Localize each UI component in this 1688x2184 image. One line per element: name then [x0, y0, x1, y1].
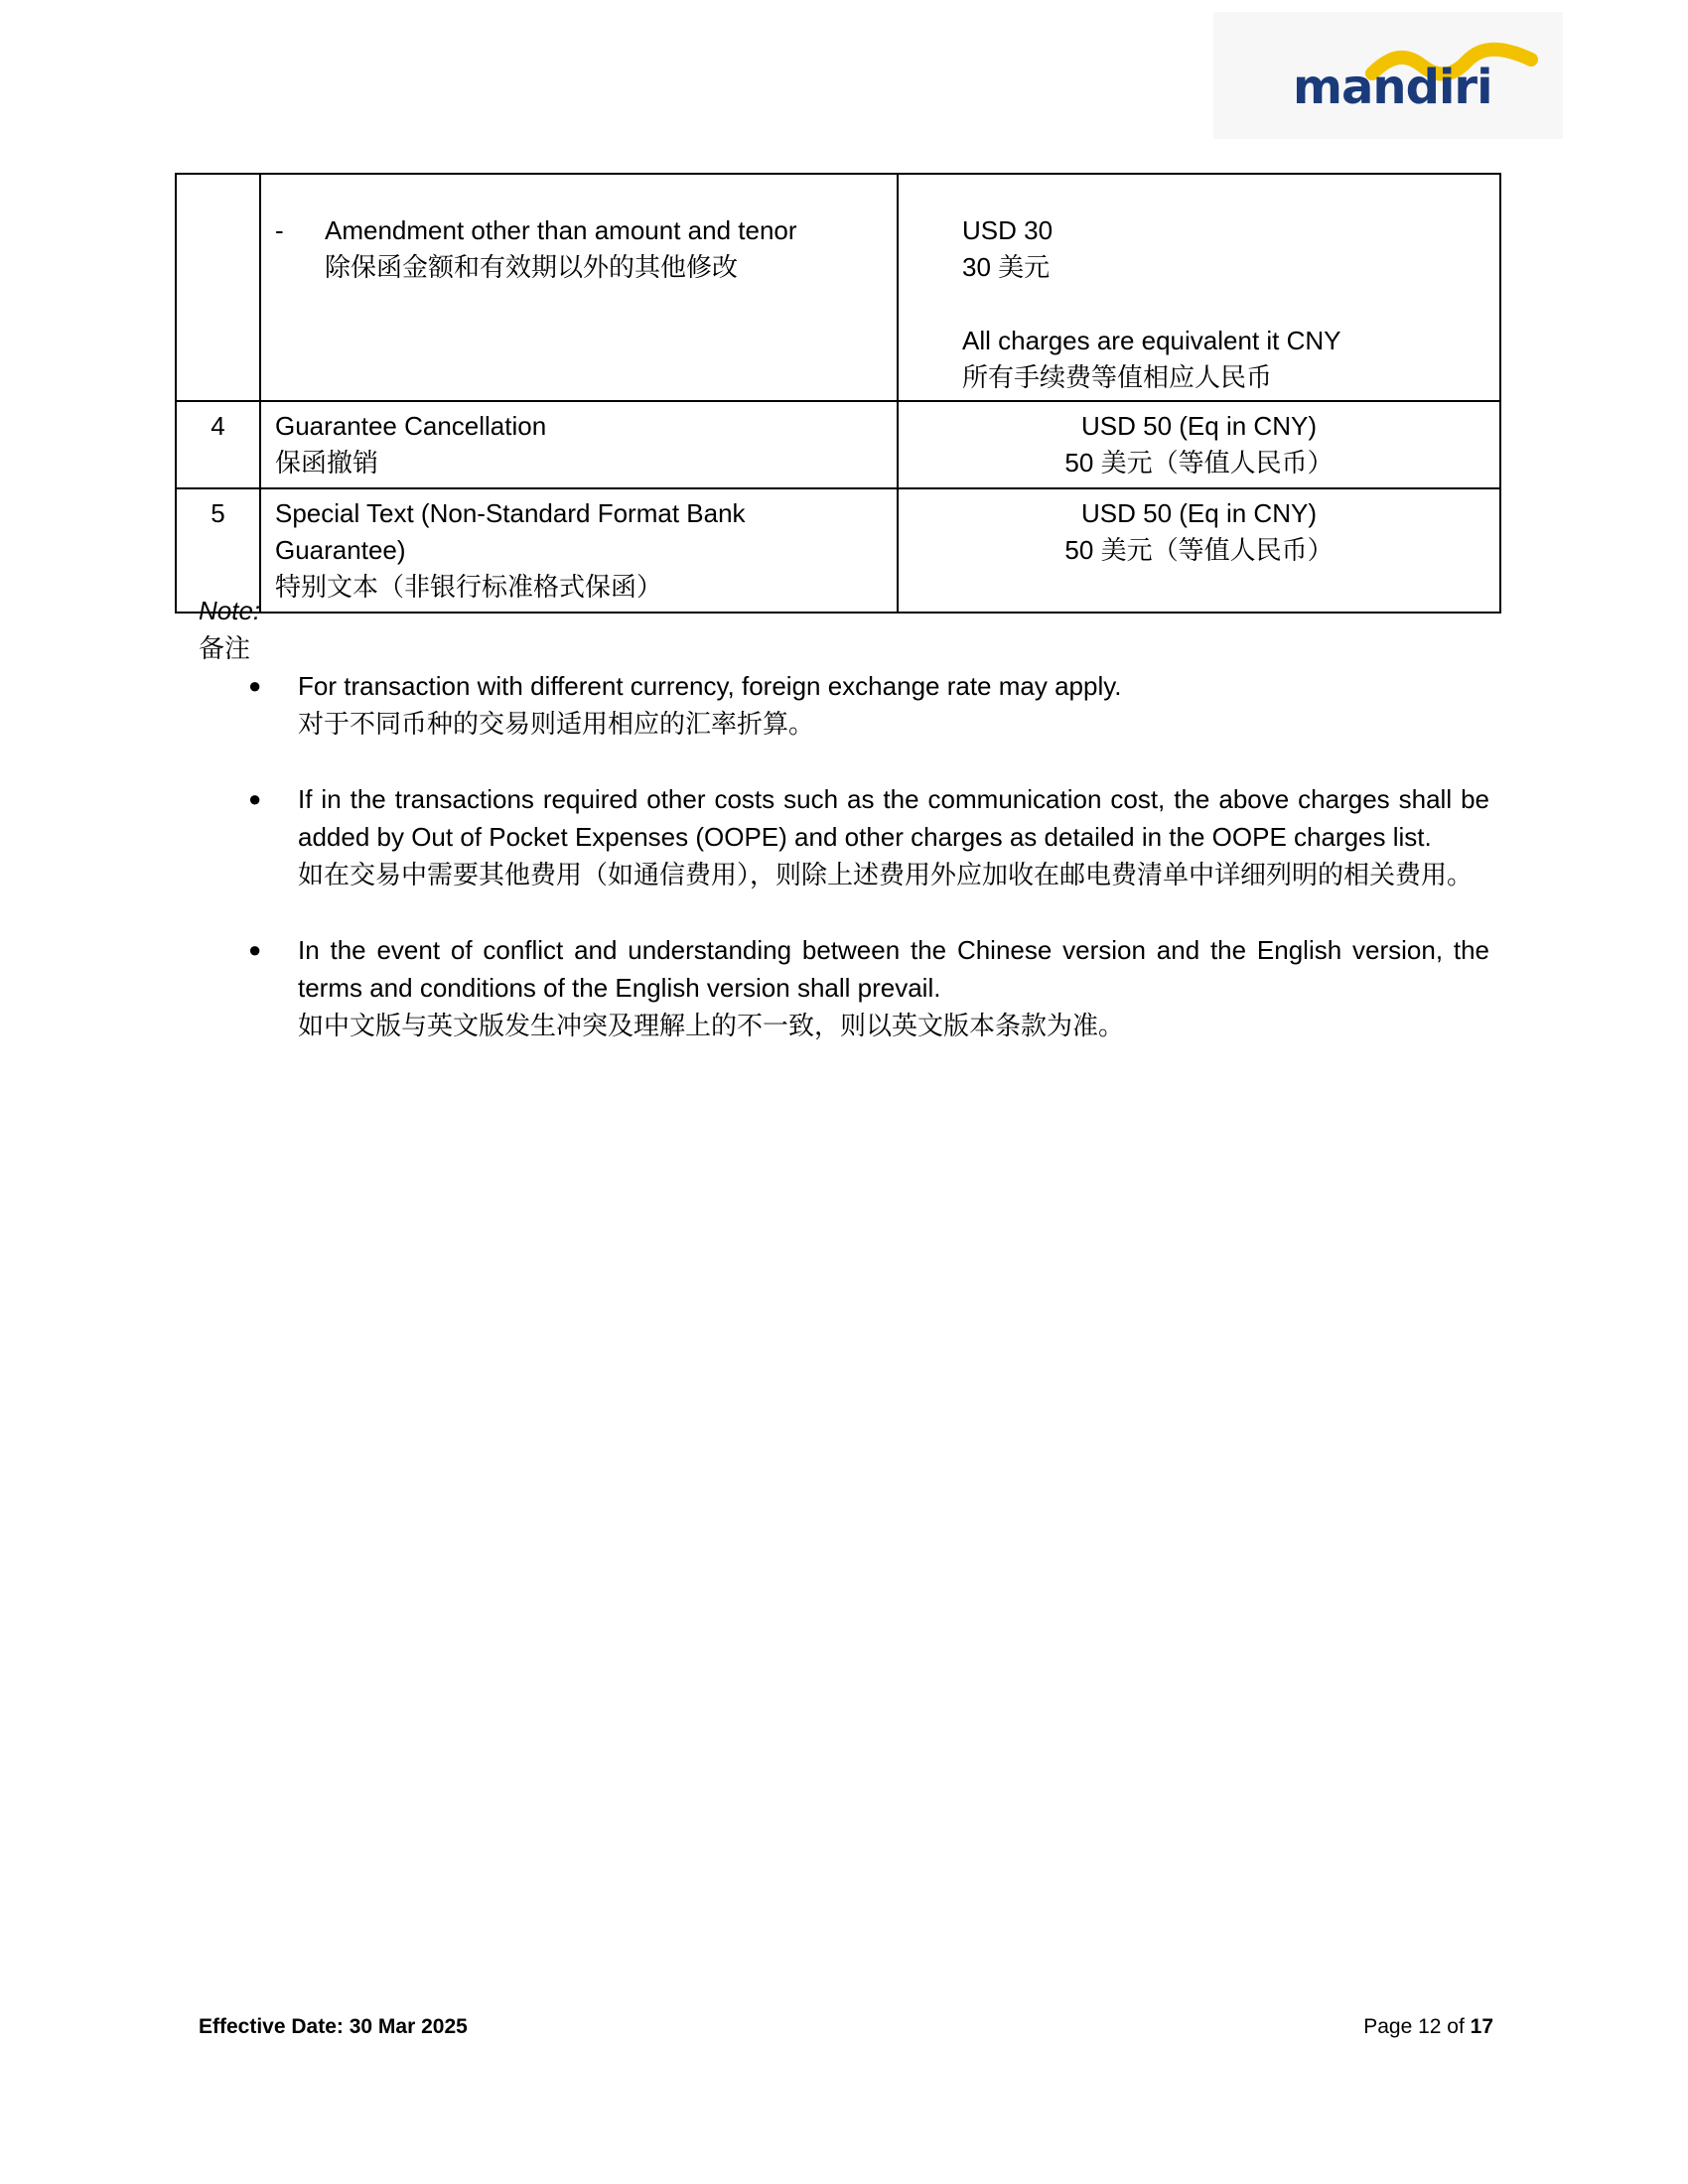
fee-cell	[898, 174, 1500, 401]
table-row	[176, 174, 1500, 401]
note-cn: 如在交易中需要其他费用（如通信费用），则除上述费用外应加收在邮电费清单中详细列明的相关费用。	[298, 860, 1474, 889]
list-item	[199, 667, 1489, 743]
bank-logo	[1213, 12, 1563, 139]
fee-en: USD 30	[962, 215, 1054, 245]
fee-cn: 50 美元（等值人民币）	[1064, 535, 1334, 565]
list-dash: -	[275, 215, 284, 245]
list-item	[199, 780, 1489, 893]
note-cn: 如中文版与英文版发生冲突及理解上的不一致，则以英文版本条款为准。	[298, 1011, 1125, 1040]
description-en: Special Text (Non-Standard Format Bank Guarantee)	[275, 498, 746, 565]
list-item	[199, 931, 1489, 1044]
description-en: Guarantee Cancellation	[275, 411, 547, 441]
description-cell	[260, 401, 898, 488]
fee-cell	[898, 401, 1500, 488]
logo-wordmark: mandiri	[1293, 60, 1492, 115]
row-number-cell	[176, 401, 260, 488]
fee-en: USD 50 (Eq in CNY)	[1081, 411, 1317, 441]
note-label-cn: 备注	[199, 633, 251, 663]
row-number: 5	[211, 498, 225, 528]
row-number-cell	[176, 174, 260, 401]
row-number: 4	[211, 411, 225, 441]
bullet-icon: ●	[248, 937, 262, 962]
note-cn: 对于不同币种的交易则适用相应的汇率折算。	[298, 709, 815, 739]
bullet-icon: ●	[248, 786, 262, 811]
description-cn: 除保函金额和有效期以外的其他修改	[325, 252, 739, 282]
fee-en: USD 50 (Eq in CNY)	[1081, 498, 1317, 528]
effective-date: Effective Date: 30 Mar 2025	[199, 2015, 468, 2038]
bullet-icon: ●	[248, 673, 262, 698]
description-cell	[260, 174, 898, 401]
fee-note-cn: 所有手续费等值相应人民币	[962, 362, 1273, 392]
note-en: If in the transactions required other costs such as the communication cost, the above charges shall be added by Out of Pocket Expenses (OOPE) and other charges as detailed in the OOPE charges list.	[298, 784, 1489, 852]
notes-section	[199, 592, 1489, 1082]
fees-table	[175, 173, 1501, 614]
description-en: Amendment other than amount and tenor	[325, 215, 797, 245]
note-label: Note:	[199, 596, 261, 625]
note-en: For transaction with different currency, foreign exchange rate may apply.	[298, 671, 1122, 701]
table-row	[176, 401, 1500, 488]
description-cn: 保函撤销	[275, 448, 379, 478]
page-number: Page 12 of 17	[1363, 2015, 1493, 2038]
description-cn: 特别文本（非银行标准格式保函）	[275, 572, 663, 602]
fee-cn: 50 美元（等值人民币）	[1064, 448, 1334, 478]
fee-note-en: All charges are equivalent it CNY	[962, 326, 1341, 355]
note-en: In the event of conflict and understanding between the Chinese version and the English version, the terms and conditions of the English version shall prevail.	[298, 935, 1489, 1003]
fee-cn: 30 美元	[962, 252, 1051, 282]
notes-list	[199, 667, 1489, 1044]
